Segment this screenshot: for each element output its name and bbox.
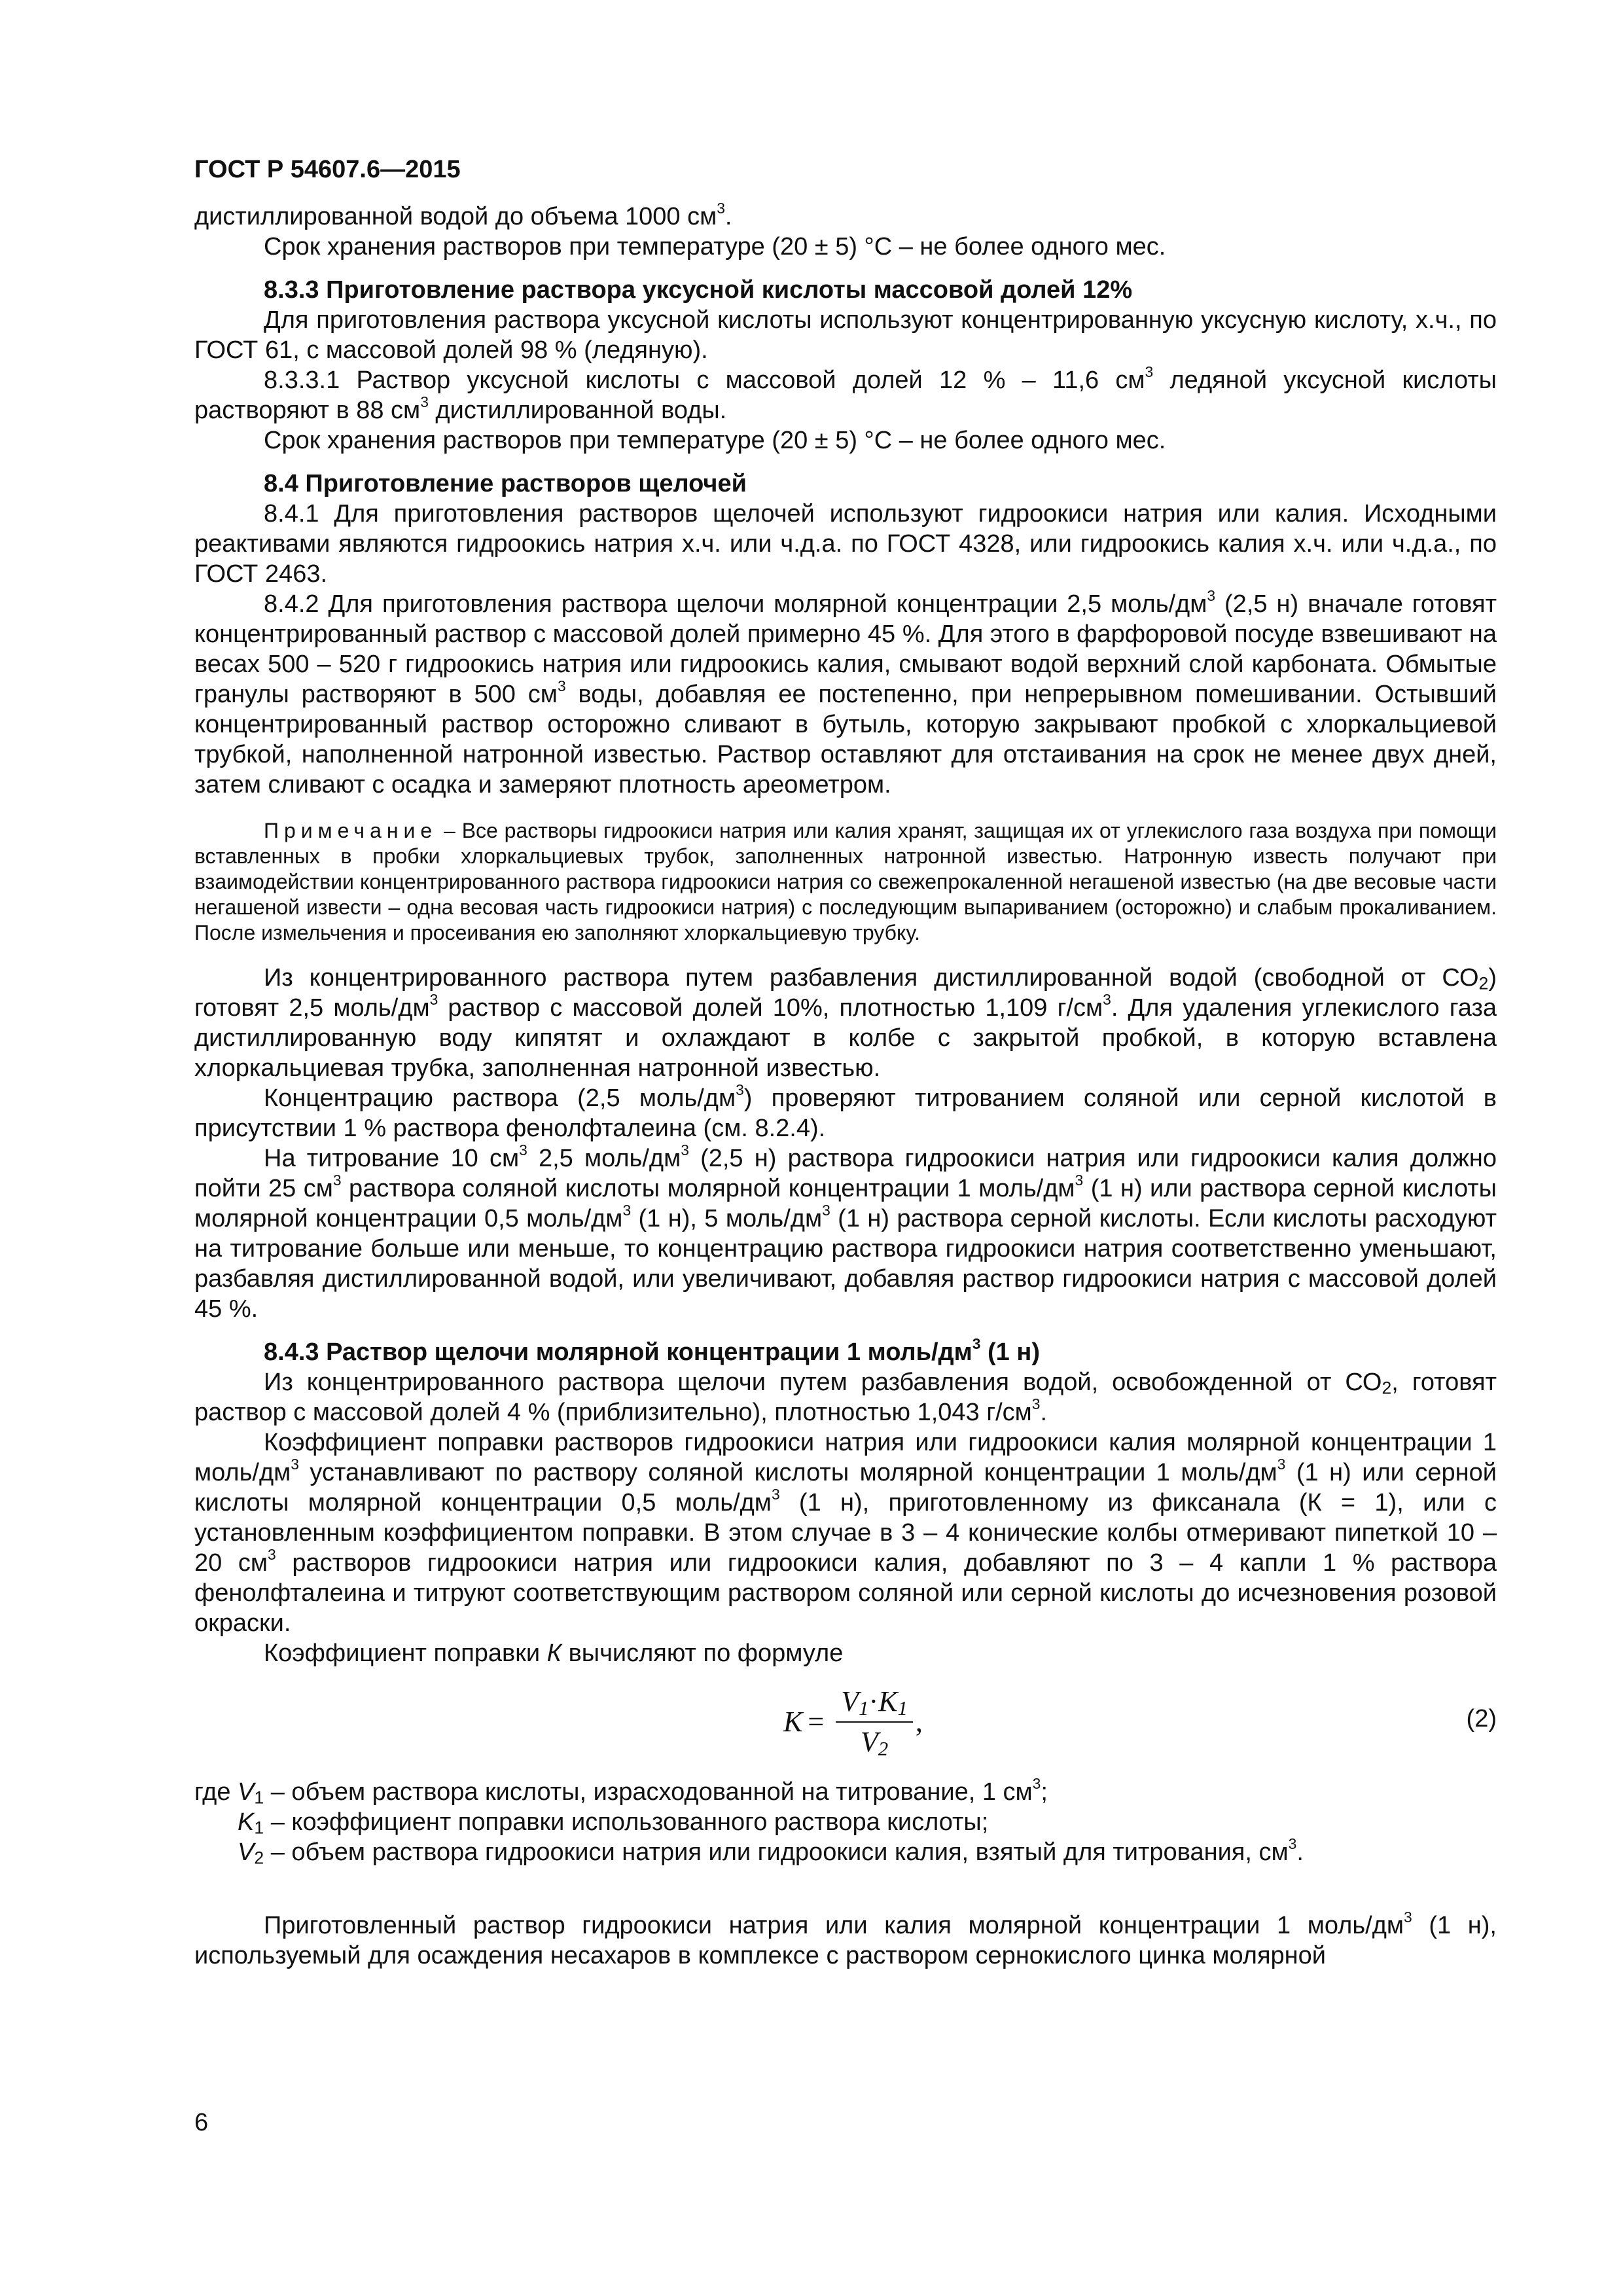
paragraph: Из концентрированного раствора путем разбавления дистиллированной водой (свободной от $СО_2$) готовят 2,5 моль/$дм^3$ раствор с массовой долей 10%, плотностью 1,109 $г/см^3$. Для удаления углекислого газа дистиллированную воду кипятят и охлаждают в колбе с закрытой пробкой, в которую вставлена хлоркальциевая трубка, заполненная натронной известью.	[194, 964, 1497, 1082]
formula-fraction	[836, 1685, 913, 1759]
paragraph: Коэффициент поправки растворов гидроокиси натрия или гидроокиси калия молярной концентрации 1 моль/$дм^3$ устанавливают по раствору соляной кислоты молярной концентрации 1 моль/$дм^3$ (1 н) или серной кислоты молярной концентрации 0,5 моль/$дм^3$ (1 н), приготовленному из фиксанала (К = 1), или с установленным коэффициентом поправки. В этом случае в 3 – 4 конические колбы отмеривают пипеткой 10 – 20 $см^3$ растворов гидроокиси натрия или гидроокиси калия, добавляют по 3 – 4 капли 1 % раствора фенолфталеина и титруют соответствующим раствором соляной или серной кислоты до исчезновения розовой окраски.	[194, 1429, 1497, 1637]
formula-expression: K = $\frac{V_1\cdot K_1}{V_2}$ ,	[783, 1685, 923, 1761]
paragraph: На титрование 10 $см^3$ 2,5 моль/$дм^3$ (2,5 н) раствора гидроокиси натрия или гидроокиси калия должно пойти 25 $см^3$ раствора соляной кислоты молярной концентрации 1 моль/$дм^3$ (1 н) или раствора серной кислоты молярной концентрации 0,5 моль/$дм^3$ (1 н), 5 моль/$дм^3$ (1 н) раствора серной кислоты. Если кислоты расходуют на титрование больше или меньше, то концентрацию раствора гидроокиси натрия соответственно уменьшают, разбавляя дистиллированной водой, или увеличивают, добавляя раствор гидроокиси натрия с массовой долей 45 %.	[194, 1141, 1497, 1323]
where-item-k1: $K_1$ – коэффициент поправки использованного раствора кислоты;	[238, 1808, 989, 1838]
section-heading-8-3-3: 8.3.3 Приготовление раствора уксусной кислоты массовой долей 12%	[264, 276, 1133, 304]
paragraph: Приготовленный раствор гидроокиси натрия или калия молярной концентрации 1 моль/$дм^3$ (1 н), используемый для осаждения несахаров в комплексе с раствором сернокислого цинка молярной	[194, 1908, 1497, 1969]
section-heading-8-4: 8.4 Приготовление растворов щелочей	[264, 470, 747, 497]
page-number: 6	[194, 2109, 209, 2136]
formula-number: (2)	[1466, 1705, 1497, 1732]
paragraph: Коэффициент поправки К вычисляют по формуле	[264, 1640, 844, 1667]
note-label: Примечание	[264, 819, 438, 842]
paragraph: Из концентрированного раствора щелочи путем разбавления водой, освобожденной от $СО_2$, готовят раствор с массовой долей 4 % (приблизительно), плотностью 1,043 $г/см^3$.	[194, 1369, 1497, 1426]
note: Примечание – Все растворы гидроокиси натрия или калия хранят, защищая их от углекислого газа воздуха при помощи вставленных в пробки хлоркальциевых трубок, заполненных натронной известью. Натронную известь получают при взаимодействии концентрированного раствора гидроокиси натрия со свежепрокаленной негашеной известью (на две весовые части негашеной извести – одна весовая часть гидроокиси натрия) с последующим выпариванием (осторожно) и слабым прокаливанием. После измельчения и просеивания ею заполняют хлоркальциевую трубку.	[194, 819, 1497, 944]
formula-denominator: $V_2$	[860, 1726, 889, 1761]
paragraph: Концентрацию раствора (2,5 моль/$дм^3$) проверяют титрованием соляной или серной кислотой в присутствии 1 % раствора фенолфталеина (см. 8.2.4).	[194, 1081, 1497, 1142]
formula-numerator: $V_1\cdot K_1$	[836, 1685, 913, 1723]
paragraph: дистиллированной водой до объема 1000 $см^3$.	[194, 199, 732, 230]
paragraph: Для приготовления раствора уксусной кислоты используют концентрированную уксусную кислоту, х.ч., по ГОСТ 61, с массовой долей 98 % (ледяную).	[194, 306, 1497, 364]
paragraph: 8.4.1 Для приготовления растворов щелочей используют гидроокиси натрия или калия. Исходными реактивами являются гидроокись натрия х.ч. или ч.д.а. по ГОСТ 4328, или гидроокись калия х.ч. или ч.д.а., по ГОСТ 2463.	[194, 500, 1497, 588]
document-header: ГОСТ Р 54607.6—2015	[194, 156, 461, 183]
section-heading-8-4-3: 8.4.3 Раствор щелочи молярной концентрации 1 моль/$дм^3$ (1 н)	[264, 1335, 1040, 1366]
paragraph: 8.3.3.1 Раствор уксусной кислоты с массовой долей 12 % – 11,6 $см^3$ ледяной уксусной кислоты растворяют в 88 $см^3$ дистиллированной воды.	[194, 363, 1497, 424]
where-item-v2: $V_2$ – объем раствора гидроокиси натрия или гидроокиси калия, взятый для титрования, $см^3$.	[238, 1835, 1304, 1868]
paragraph: Срок хранения растворов при температуре (20 ± 5) °С – не более одного мес.	[264, 427, 1166, 454]
formula-2	[194, 1672, 1497, 1777]
paragraph: Срок хранения растворов при температуре (20 ± 5) °С – не более одного мес.	[264, 233, 1166, 260]
where-item-v1: где $V_1$ – объем раствора кислоты, израсходованной на титрование, 1 $см^3$;	[194, 1774, 1048, 1808]
page-content	[194, 199, 1497, 1971]
paragraph: 8.4.2 Для приготовления раствора щелочи молярной концентрации 2,5 моль/$дм^3$ (2,5 н) вначале готовят концентрированный раствор с массовой долей примерно 45 %. Для этого в фарфоровой посуде взвешивают на весах 500 – 520 г гидроокись натрия или гидроокись калия, смывают водой верхний слой карбоната. Обмытые гранулы растворяют в 500 $см^3$ воды, добавляя ее постепенно, при непрерывном помешивании. Остывший концентрированный раствор осторожно сливают в бутыль, которую закрывают пробкой с хлоркальциевой трубкой, наполненной натронной известью. Раствор оставляют для отстаивания на срок не менее двух дней, затем сливают с осадка и замеряют плотность ареометром.	[194, 586, 1497, 798]
